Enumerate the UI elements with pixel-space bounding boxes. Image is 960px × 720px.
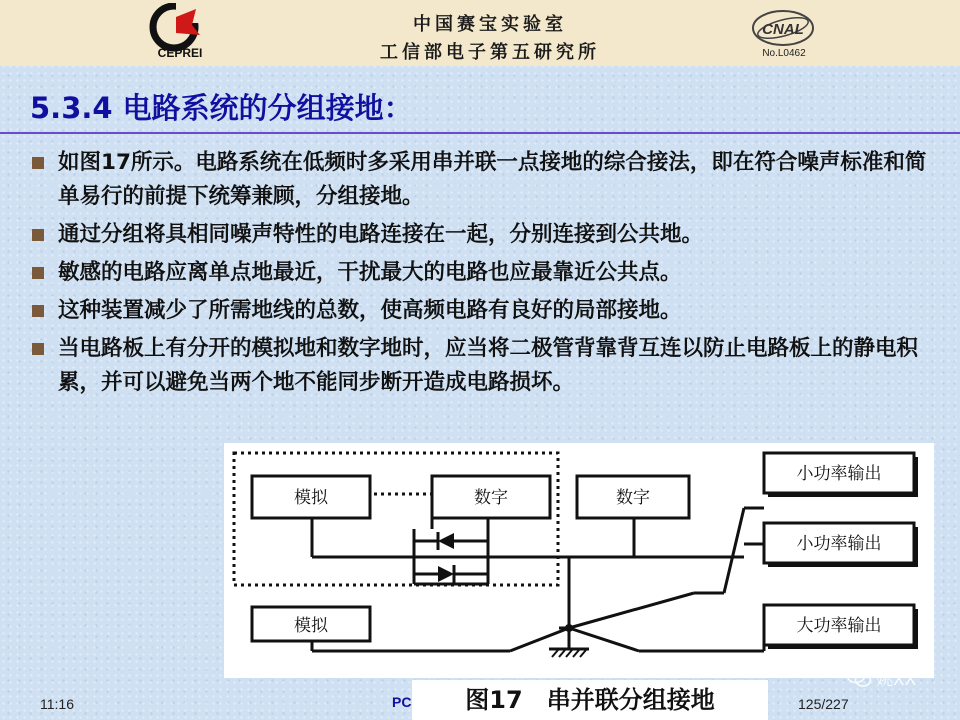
watermark	[846, 664, 916, 690]
bullet-item	[30, 294, 945, 328]
header-org-line2: 工信部电子第五研究所	[380, 42, 600, 63]
bullet-square-icon	[32, 267, 44, 279]
footer-page-number: 125/227	[798, 696, 849, 712]
watermark-text: 姚XX	[876, 669, 917, 690]
bullet-square-icon	[32, 157, 44, 169]
analog-top-label: 模拟	[294, 488, 328, 508]
bullet-square-icon	[32, 305, 44, 317]
bullet-item	[30, 256, 945, 290]
small-output-label-1: 小功率输出	[796, 464, 882, 484]
bullet-text: 这种装置减少了所需地线的总数，使高频电路有良好的局部接地。	[58, 298, 682, 323]
digital-outer-label: 数字	[616, 488, 650, 508]
grounding-diagram	[224, 443, 934, 678]
bullet-text: 当电路板上有分开的模拟地和数字地时，应当将二极管背靠背互连以防止电路板上的静电积累，并可以避免当两个地不能同步断开造成电路损坏。	[58, 336, 919, 395]
ground-symbol-icon	[549, 624, 589, 657]
header-org-line1: 中国赛宝实验室	[413, 14, 567, 35]
analog-bottom-label: 模拟	[294, 616, 328, 636]
wechat-icon	[846, 666, 872, 688]
bullet-item	[30, 146, 945, 214]
digital-inner-label: 数字	[474, 488, 508, 508]
cnal-logo-number: No.L0462	[762, 48, 806, 59]
slide-title: 5.3.4 电路系统的分组接地：	[30, 91, 413, 125]
bullet-text: 敏感的电路应离单点地最近，干扰最大的电路也应最靠近公共点。	[58, 260, 682, 285]
ceprei-logo-text: CEPREI	[157, 46, 203, 60]
bullet-square-icon	[32, 343, 44, 355]
bullet-item	[30, 332, 945, 400]
footer-mid-text: PC	[392, 694, 412, 710]
bullet-text: 如图17所示。电路系统在低频时多采用串并联一点接地的综合接法，即在符合噪声标准和简单易行的前提下统筹兼顾，分组接地。	[58, 150, 927, 209]
figure-caption: 图17 串并联分组接地	[412, 680, 768, 720]
footer-time: 11:16	[40, 696, 74, 712]
bullet-list	[30, 146, 945, 404]
slide-header	[0, 0, 960, 66]
bullet-square-icon	[32, 229, 44, 241]
bullet-text: 通过分组将具相同噪声特性的电路连接在一起，分别连接到公共地。	[58, 222, 704, 247]
small-output-label-2: 小功率输出	[796, 534, 882, 554]
cnal-logo-mark: CNAL	[762, 21, 804, 38]
cnal-logo-icon	[748, 8, 818, 48]
title-divider	[0, 132, 960, 134]
bullet-item	[30, 218, 945, 252]
large-output-label: 大功率输出	[796, 616, 882, 636]
